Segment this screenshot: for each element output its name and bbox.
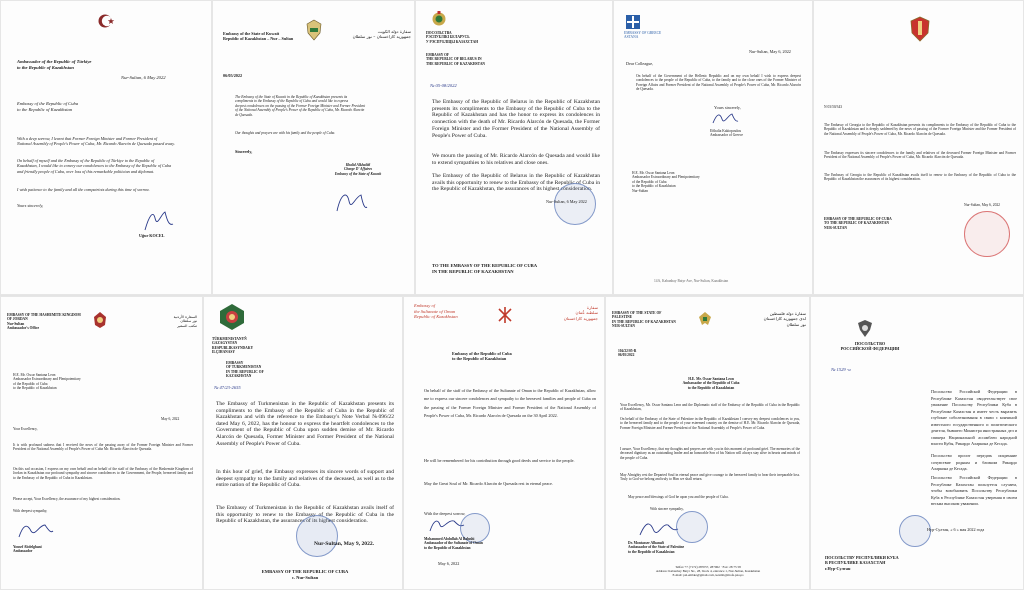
letter-date: Nur-Sultan, May 6, 2022 bbox=[749, 49, 791, 54]
belarus-emblem-icon bbox=[432, 11, 446, 27]
letter-date: Nur-Sultan, May 9, 2022. bbox=[314, 541, 375, 547]
recipient: Embassy of the Republic of Cuba to the Republic of Kazakhstan bbox=[17, 101, 79, 112]
reference-number: № 1529 -н bbox=[831, 367, 851, 372]
letter-date: Nur-Sultan, May 6, 2022 bbox=[964, 203, 1000, 207]
jordan-emblem-icon bbox=[93, 311, 107, 329]
official-stamp bbox=[296, 515, 338, 557]
letter-date: Нур-Султан, « 6 » мая 2022 года bbox=[927, 527, 985, 532]
signature bbox=[141, 206, 177, 236]
salutation: Your Excellency, bbox=[13, 427, 38, 431]
body-paragraph-1: On behalf of the staff of the Embassy of the Sultanate of Oman to the Republic of Kazakhstan, allow me to express our sincere condolences and sympathy to the bereaved families and people of Cuba on the passing of the Former Foreign Minister and Former President of the National Assembly of People's Power of Cuba, Mr. Ricardo Alarcón de Quesada on the 30 April 2022. bbox=[424, 388, 596, 419]
signer-name: Mohammed Abdullah Al Balushi Ambassador of the Sultanate of Oman to the Republic of Kazakhstan bbox=[424, 537, 483, 550]
body-paragraph-3: Посольство Российской Федерации в Республике Казахстан пользуется случаем, чтобы возобновить Посольству Республики Куба в Республике Казахстан уверения в своем весьма высоком уважении. bbox=[931, 475, 1017, 506]
footer-addressee: EMBASSY OF THE REPUBLIC OF CUBA c. Nur-Sultan bbox=[261, 569, 349, 580]
recipient: H.E. Mr. Oscar Santana Leon Ambassador of the Republic of Cuba to the Republic of Kazakhstan bbox=[682, 377, 740, 390]
body-paragraph-2: I assure, Your Excellency, that my thoughts and prayers are with you in this moment of profound grief. The memories of the deceased dignitary as an outstanding leader and an honorable Son of his Nation will always stay alive in hearts and minds of the people of Cuba. bbox=[620, 447, 800, 460]
body-paragraph-2: Посольство просит передать искренние сочувствие родным и близким Рикардо Аларкона де Кесада. bbox=[931, 453, 1017, 471]
closing: With deepest sympathy, bbox=[13, 509, 48, 513]
signer-name: Uğur KOCEL bbox=[139, 233, 165, 238]
letter-greece bbox=[613, 0, 813, 295]
body-paragraph-3: The Embassy of Turkmenistan in the Republic of Kazakhstan avails itself of this opportunity to renew to the Embassy of the Republic of Cuba in the Republic of Kazakhstan, the assurances of its highest consideration. bbox=[216, 505, 394, 525]
body-paragraph-2: We mourn the passing of Mr. Ricardo Alarcón de Quesada and would like to extend sympathies to his relatives and close ones. bbox=[432, 153, 600, 166]
kuwait-emblem-icon bbox=[305, 19, 323, 41]
sender-header-left: EMBASSY OF THE STATE OF PALESTINE IN THE REPUBLIC OF KAZAKHSTAN NUR-SULTAN bbox=[612, 311, 676, 329]
closing: With the deepest sorrow, bbox=[424, 511, 466, 516]
body-paragraph-3: The Embassy of the Republic of Belarus in the Republic of Kazakhstan avails this opportunity to renew to the Embassy of the Republic of Cuba in the Republic of Kazakhstan, the assurances of its highest consideration. bbox=[432, 173, 600, 193]
body-paragraph-2: On behalf of myself and the Embassy of the Republic of Türkiye to the Republic of Kazakhstan, I would like to convey our condolences to the Embassy of the Republic of Cuba and friendly people of Cuba, over loss of this remarkable politician and diplomat. bbox=[17, 158, 172, 174]
sender-header-left: Embassy of the Sultanate of Oman Republic of Kazakhstan bbox=[414, 303, 458, 320]
crescent-star-icon bbox=[98, 13, 116, 29]
body-paragraph-1: The Embassy of the State of Kuwait in the Republic of Kazakhstan presents its compliments to the Embassy of the Republic of Cuba and would like to express deepest condolences on the passing of the Former Foreign Minister and Former President of the National Assembly of People's Power of the Republic of Cuba, Mr. Ricardo Alarcón de Quesada. bbox=[235, 95, 366, 117]
body-paragraph-2: On this sad occasion, I express on my own behalf and on behalf of the staff of the Embassy of the Hashemite Kingdom of Jordan in Kazakhstan our profound sympathy and sincere condolences to the Government, the People, bereaved family and to the Embassy of the Republic of Cuba in Kazakhstan. bbox=[13, 467, 193, 480]
footer-addressee: TO THE EMBASSY OF THE REPUBLIC OF CUBA IN THE REPUBLIC OF KAZAKHSTAN bbox=[432, 263, 538, 274]
footer-contact: Telfax +7 (7172) 287057, 287062 · Fax: 28 75 58 Address: Kabanbay Batyr Str., 28, block 4, entrance 1, Nur-Sultan, Kazakhstan E-mail: pal.embkz@gmail.com, kzamb@mofa.pna.ps bbox=[655, 565, 761, 578]
turkmenistan-emblem-icon bbox=[218, 303, 246, 331]
letter-belarus bbox=[415, 0, 613, 295]
footer-addressee: ПОСОЛЬСТВУ РЕСПУБЛИКИ КУБА В РЕСПУБЛИКЕ КАЗАХСТАН г.Нур-Султан bbox=[825, 555, 899, 571]
closing: Sincerely, bbox=[235, 149, 253, 154]
greek-emblem-icon bbox=[626, 15, 640, 29]
sender-header-right: السفارة الأردنية نور سلطان مكتب السفير bbox=[173, 315, 197, 328]
signature bbox=[636, 517, 680, 541]
body-paragraph-1: On behalf of the Embassy of the State of Palestine in the Republic of Kazakhstan I convey my deepest condolences to you, to the bereaved family and to the people of your esteemed country on the demise of H.E. Mr. Ricardo Alarcón de Quesada, Former Foreign Minister and Former President of the National Assembly of People's Power of Cuba. bbox=[620, 417, 800, 430]
body-paragraph-2: He will be remembered for his contribution through good deeds and service to the people. bbox=[424, 458, 575, 463]
letter-date: Nur-Sultan, 6 May 2022 bbox=[546, 199, 587, 204]
footer-addressee: EMBASSY OF THE REPUBLIC OF CUBA TO THE REPUBLIC OF KAZAKHSTAN NUR-SULTAN bbox=[824, 217, 892, 230]
body-paragraph-3: I wish patience to the family and all the compatriots during this time of sorrow. bbox=[17, 187, 150, 192]
footer-address: 14A, Kabanbay Batyr Ave, Nur-Sultan, Kazakhstan bbox=[654, 279, 729, 283]
sender-header-left: Embassy of the State of Kuwait Republic of Kazakhstan – Nur – Sultan bbox=[223, 31, 294, 42]
reference-number: № 47/23-2655 bbox=[214, 385, 241, 390]
letter-georgia bbox=[813, 0, 1024, 295]
letter-date: May 6, 2022 bbox=[438, 561, 460, 566]
letter-kuwait bbox=[212, 0, 415, 295]
signature bbox=[15, 519, 55, 541]
sender-header: EMBASSY OF GREECE ASTANA bbox=[624, 31, 662, 40]
sender-header-left: EMBASSY OF THE HASHEMITE KINGDOM OF JORDAN Nur-Sultan Ambassador's Office bbox=[7, 313, 81, 331]
letter-oman bbox=[403, 296, 605, 590]
recipient: H.E. Mr. Oscar Santana Leon Ambassador Extraordinary and Plenipotentiary of the Republic of Cuba to the Republic of Kazakhstan bbox=[13, 373, 81, 391]
body-paragraph-1: Посольство Российской Федерации в Республике Казахстан свидетельствует свое уважение Посольству Республики Куба в Республике Казахстан и имеет честь выразить глубокие соболезнования в связи с кончиной известного государственного и политического деятеля, бывшего Министра иностранных дел и спикера Национальной ассамблеи народной власти Кубы, Рикардо Аларкона де Кесада. bbox=[931, 389, 1017, 446]
signer-name: Efthalia Kakiopoulou Ambassador of Greece bbox=[710, 129, 743, 138]
body-paragraph-1: The Embassy of Georgia to the Republic of Kazakhstan presents its compliments to the Embassy of the Republic of Cuba to the Republic of Kazakhstan and is deeply saddened by the news of passing of the Former Foreign Minister and the Former President of the National Assembly of People's Power of Cuba, Mr. Ricardo Alarcón de Quesada. bbox=[824, 123, 1016, 136]
body-paragraph-3: The Embassy of Georgia to the Republic of Kazakhstan avails itself to renew to the Embassy of the Republic of Cuba to the Republic of Kazakhstan the assurances of its highest consideration. bbox=[824, 173, 1016, 182]
body-paragraph-2: Our thoughts and prayers are with his family and the people of Cuba. bbox=[235, 131, 336, 135]
body-paragraph-2: In this hour of grief, the Embassy expresses its sincere words of support and deepest sympathy to the family and relatives of the deceased, as well as to the entire nation of the Republic of Cuba. bbox=[216, 469, 394, 489]
sender-header-tk: TÜRKMENISTANYŇ GAZAGYSTAN RESPUBLIKASYNDAKY ILÇIHANASY bbox=[212, 337, 254, 355]
recipient: H.E. Mr. Oscar Santana Leon Ambassador Extraordinary and Plenipotentiary of the Republic of Cuba to the Republic of Kazakhstan Nur-Sultan bbox=[632, 171, 700, 193]
signer-name: Khalid Alkhalidi Charge D' Affaires Embassy of the State of Kuwait bbox=[334, 163, 382, 176]
signature bbox=[710, 109, 740, 127]
reference-date: 06/05/2022 bbox=[223, 73, 243, 78]
letter-date: May 6, 2022 bbox=[161, 417, 180, 421]
closing: With sincere sympathy, bbox=[650, 507, 684, 511]
body-paragraph-1: With a deep sorrow, I learnt that Former Foreign Minister and Former President of National Assembly of People's Power of Cuba, Mr. Ricardo Alarcón de Quesada passed away. bbox=[17, 136, 175, 147]
sender-header: ПОСОЛЬСТВО РОССИЙСКОЙ ФЕДЕРАЦИИ bbox=[840, 341, 900, 352]
salutation: Your Excellency, Mr. Oscar Santana Leon and the Diplomatic staff of the Embassy of the Republic of Cuba in the Republic of Kazakhstan, bbox=[620, 403, 800, 412]
letter-palestine bbox=[605, 296, 810, 590]
sender-header-en: EMBASSY OF THE REPUBLIC OF BELARUS IN THE REPUBLIC OF KAZAKHSTAN bbox=[426, 53, 486, 66]
body-paragraph-3: Please accept, Your Excellency, the assurance of my highest consideration. bbox=[13, 497, 121, 501]
salutation: Dear Colleague, bbox=[626, 61, 654, 66]
letter-turkmenistan bbox=[203, 296, 403, 590]
body-paragraph-1: On behalf of the Government of the Hellenic Republic and on my own behalf I wish to express deepest condolences to the people of the Republic of Cuba, to the family and to the close ones of the Former Minister of Foreign Affairs and Former President of the National Assembly of People's Power of Cuba, Mr. Ricardo Alarcón de Quesada. bbox=[636, 74, 801, 92]
letter-jordan bbox=[0, 296, 203, 590]
body-paragraph-3: May the Great Soul of Mr. Ricardo Alarcón de Quesada rest in eternal peace. bbox=[424, 481, 553, 486]
body-paragraph-1: The Embassy of the Republic of Belarus in the Republic of Kazakhstan presents its compliments to the Embassy of the Republic of Cuba to the Republic of Kazakhstan and has the honor to express its condolences in connection with the death of Mr. Ricardo Alarcón de Quesada, the Former Foreign Minister and the Former President of the National Assembly of People's Power of Cuba. bbox=[432, 99, 600, 139]
body-paragraph-2: The Embassy expresses its sincere condolences to the family and relatives of the deceased Former Foreign Minister and Former President of the National Assembly of People's Power of Cuba, Mr. Ricardo Alarcón de Quesada. bbox=[824, 151, 1016, 160]
body-paragraph-3: May Almighty rest the Departed Soul in eternal peace and give courage to the bereaved family to bear their irreparable loss. Truly to God we belong and truly to Him we shall return. bbox=[620, 473, 800, 482]
reference-number: № 05-08/2022 bbox=[430, 83, 457, 88]
sender-header: Ambassador of the Republic of Türkiye to the Republic of Kazakhstan bbox=[17, 59, 92, 70]
recipient: Embassy of the Republic of Cuba to the Republic of Kazakhstan bbox=[452, 351, 512, 362]
letter-turkiye bbox=[0, 0, 212, 295]
body-paragraph-1: The Embassy of Turkmenistan in the Republic of Kazakhstan presents its compliments to the Embassy of the Republic of Cuba in the Republic of Kazakhstan and with the reference to the Embassy's Note Verbal №096/22 dated May 6, 2022, has the honour to express the heartfelt condolences to the Government of the Republic of Cuba upon sudden demise of Mr. Ricardo Alarcón de Quesada, Former Minister and Former President of the National Assembly of People's Power of Cuba. bbox=[216, 401, 394, 447]
signature bbox=[331, 187, 371, 217]
signer-name: Yousef Abdelghani Ambassador bbox=[13, 545, 42, 554]
russia-eagle-icon bbox=[855, 317, 875, 339]
letter-russia bbox=[810, 296, 1024, 590]
sender-header-by: ПОСОЛЬСТВА РЭСПУБЛІКІ БЕЛАРУСЬ У РЭСПУБЛІЦЫ КАЗАХСТАН bbox=[426, 31, 479, 44]
georgia-coat-of-arms-icon bbox=[908, 15, 932, 43]
sender-header-right: سفارة دولة الكويت جمهورية كازاخستان – نور سلطان bbox=[352, 29, 411, 40]
body-paragraph-4: May peace and blessings of God be upon you and the people of Cuba. bbox=[628, 495, 729, 499]
palestine-eagle-icon bbox=[698, 311, 712, 327]
letter-date: Nur-Sultan, 6 May 2022 bbox=[121, 75, 166, 80]
official-stamp bbox=[964, 211, 1010, 257]
closing: Yours sincerely, bbox=[17, 203, 44, 208]
signer-name: Dr. Montasser Alhanafi Ambassador of the State of Palestine to the Republic of Kazakhstan bbox=[628, 541, 685, 554]
sender-header-right: سفارة سلطنة عُمان جمهورية كازاخستان bbox=[563, 305, 598, 321]
body-paragraph-1: It is with profound sadness that I received the news of the passing away of the Former Foreign Minister and Former President of the National Assembly of People's Power of Cuba Mr. Ricardo Alarcón de Quesada. bbox=[13, 443, 193, 452]
oman-emblem-icon bbox=[496, 305, 514, 325]
closing: Yours sincerely, bbox=[714, 105, 741, 110]
official-stamp bbox=[676, 511, 708, 543]
reference-number: N 03/50/343 bbox=[824, 105, 843, 109]
sender-header-right: سفارة دولة فلسطين لدى جمهورية كازاخستان نور سلطان bbox=[763, 311, 806, 327]
sender-header-en: EMBASSY OF TURKMENISTAN IN THE REPUBLIC OF KAZAKHSTAN bbox=[226, 361, 264, 379]
reference-date: 104/22/05-R 06/05/2022 bbox=[618, 349, 637, 358]
